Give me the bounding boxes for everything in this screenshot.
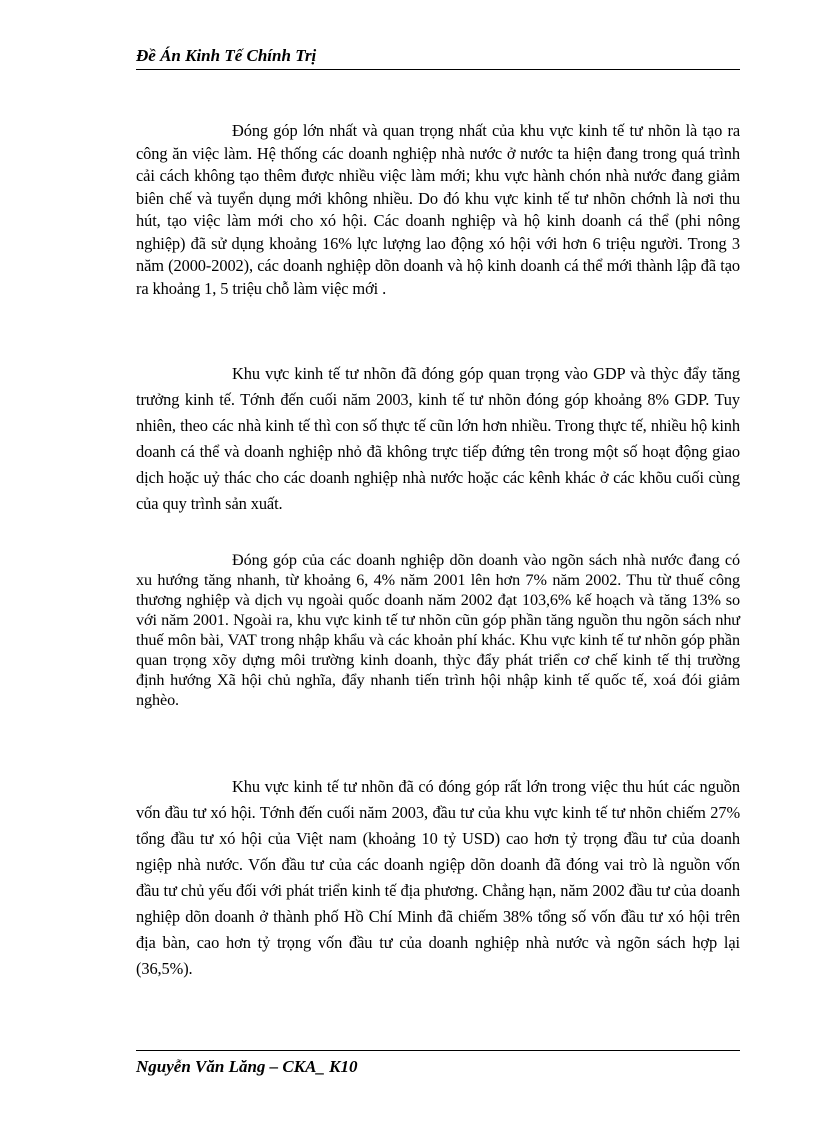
paragraph-investment: Khu vực kinh tế tư nhõn đã có đóng góp rất lớn trong việc thu hút các nguồn vốn đầu tư xó hội. Tớnh đến cuối năm 2003, đầu tư của khu vực kinh tế tư nhõn chiếm 27% tổng đầu tư xó hội của Việt nam (khoảng 10 tỷ USD) cao hơn tỷ trọng đầu tư của doanh ngiệp nhà nước. Vốn đầu tư của các doanh ngiệp dõn doanh đã đóng vai trò là nguồn vốn đầu tư chủ yếu đối với phát triển kinh tế địa phương. Chẳng hạn, năm 2002 đầu tư của doanh nghiệp dõn doanh ở thành phố Hồ Chí Minh đã chiếm 38% tổng số vốn đầu tư xó hội trên địa bàn, cao hơn tỷ trọng vốn đầu tư của doanh nghiệp nhà nước và ngõn sách hợp lại (36,5%). xyxy=(136,777,740,978)
footer-divider xyxy=(136,1050,740,1051)
footer-author: Nguyễn Văn Lăng – CKA_ K10 xyxy=(136,1057,358,1076)
header-title: Đề Án Kinh Tế Chính Trị xyxy=(136,46,317,65)
paragraph-gdp: Khu vực kinh tế tư nhõn đã đóng góp quan trọng vào GDP và thỳc đẩy tăng trưởng kinh tế. Tớnh đến cuối năm 2003, kinh tế tư nhõn đóng góp khoảng 8% GDP. Tuy nhiên, theo các nhà kinh tế thì con số thực tế cũn lớn hơn nhiều. Trong thực tế, nhiều hộ kinh doanh cá thể và doanh nghiệp nhỏ đã không trực tiếp đứng tên trong một số hoạt động giao dịch hoặc uỷ thác cho các doanh nghiệp nhà nước hoặc các kênh khác ở các khõu cuối cùng của quy trình sản xuất. xyxy=(136,364,740,513)
paragraph-budget: Đóng góp của các doanh nghiệp dõn doanh vào ngõn sách nhà nước đang có xu hướng tăng nhanh, từ khoảng 6, 4% năm 2001 lên hơn 7% năm 2002. Thu từ thuế công thương nghiệp và dịch vụ ngoài quốc doanh năm 2002 đạt 103,6% kế hoạch và tăng 13% so với năm 2001. Ngoài ra, khu vực kinh tế tư nhõn cũn góp phần tăng nguồn thu ngõn sách như thuế môn bài, VAT trong nhập khẩu và các khoản phí khác. Khu vực kinh tế tư nhõn góp phần quan trọng xõy dựng môi trường kinh doanh, thỳc đẩy phát triển cơ chế kinh tế thị trường định hướng Xã hội chủ nghĩa, đẩy nhanh tiến trình hội nhập kinh tế quốc tế, xoá đói giảm nghèo. xyxy=(136,551,740,709)
paragraph-employment: Đóng góp lớn nhất và quan trọng nhất của khu vực kinh tế tư nhõn là tạo ra công ăn việc làm. Hệ thống các doanh nghiệp nhà nước ở nước ta hiện đang trong quá trình cải cách không tạo thêm được nhiều việc làm mới; khu vực hành chón nhà nước đang giảm biên chế và tuyển dụng mới không nhiều. Do đó khu vực kinh tế tư nhõn chớnh là nơi thu hút, tạo việc làm mới cho xó hội. Các doanh nghiệp và hộ kinh doanh cá thể (phi nông nghiệp) đã sử dụng khoảng 16% lực lượng lao động xó hội với hơn 6 triệu người. Trong 3 năm (2000-2002), các doanh nghiệp dõn doanh và hộ kinh doanh cá thể mới thành lập đã tạo ra khoảng 1, 5 triệu chỗ làm việc mới . xyxy=(136,121,740,298)
header-divider xyxy=(136,69,740,70)
